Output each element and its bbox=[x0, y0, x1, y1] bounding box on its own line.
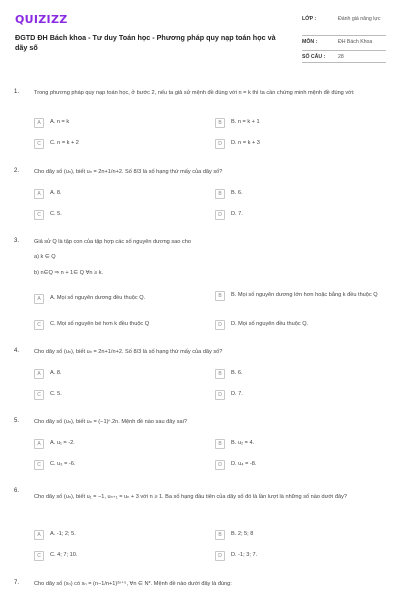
option-letter: C bbox=[34, 210, 44, 220]
option-a[interactable] bbox=[34, 294, 199, 304]
option-letter: B bbox=[215, 530, 225, 540]
option-label: C. Mọi số nguyên bé hơn k đều thuộc Q bbox=[50, 321, 150, 327]
option-label: C. n = k + 2 bbox=[50, 140, 79, 146]
option-letter: D bbox=[215, 551, 225, 561]
question-text: Giả sử Q là tập con của tập hợp các số nguyên dương sao cho bbox=[34, 239, 191, 245]
option-b[interactable] bbox=[215, 439, 254, 449]
option-label: B. Mọi số nguyên dương lớn hơn hoặc bằng k đều thuộc Q bbox=[231, 292, 378, 298]
option-label: A. 8. bbox=[50, 190, 62, 196]
option-letter: D bbox=[215, 139, 225, 149]
option-letter: A bbox=[34, 118, 44, 128]
quizizz-logo: QUIZIZZ bbox=[15, 13, 68, 26]
question-number: 6. bbox=[14, 488, 20, 494]
option-label: D. n = k + 3 bbox=[231, 140, 260, 146]
option-label: A. -1; 2; 5. bbox=[50, 531, 76, 537]
question-text: Cho dãy số (xₙ) có xₙ = (n−1/n+1)²ⁿ⁺⁵, ∀n ∈ N*. Mệnh đề nào dưới đây là đúng: bbox=[34, 581, 232, 587]
option-b[interactable] bbox=[215, 291, 380, 301]
option-d[interactable] bbox=[215, 460, 256, 470]
option-letter: B bbox=[215, 439, 225, 449]
meta-key: SỐ CÂU : bbox=[302, 54, 326, 60]
option-label: D. 7. bbox=[231, 211, 243, 217]
option-label: B. 2; 5; 8 bbox=[231, 531, 254, 537]
option-b[interactable] bbox=[215, 189, 243, 199]
meta-value: Đánh giá năng lực bbox=[338, 16, 381, 22]
option-label: B. 6. bbox=[231, 370, 243, 376]
option-d[interactable] bbox=[215, 551, 257, 561]
option-letter: C bbox=[34, 139, 44, 149]
question-text: Cho dãy số (uₙ), biết u₁ = −1, uₙ₊₁ = uₙ + 3 với n ≥ 1. Ba số hạng đầu tiên của dãy số đó là lần lượt là những số nào dưới đây? bbox=[34, 494, 348, 500]
meta-row-count bbox=[302, 51, 386, 63]
option-label: A. u₁ = -2. bbox=[50, 440, 75, 446]
option-letter: C bbox=[34, 320, 44, 330]
option-letter: C bbox=[34, 551, 44, 561]
option-label: D. 7. bbox=[231, 391, 243, 397]
question-text: Trong phương pháp quy nạp toán học, ở bước 2, nếu ta giả sử mệnh đề đúng với n = k thì ta cần chứng minh mệnh đề đúng với: bbox=[34, 90, 355, 96]
option-letter: D bbox=[215, 390, 225, 400]
option-label: C. 5. bbox=[50, 211, 62, 217]
question-text: Cho dãy số (uₙ), biết uₙ = 2n+1/n+2. Số 8/3 là số hạng thứ mấy của dãy số? bbox=[34, 169, 223, 175]
option-b[interactable] bbox=[215, 530, 253, 540]
option-c[interactable] bbox=[34, 320, 199, 330]
option-label: D. u₄ = -8. bbox=[231, 461, 257, 467]
option-c[interactable] bbox=[34, 460, 75, 470]
option-d[interactable] bbox=[215, 320, 380, 330]
option-a[interactable] bbox=[34, 118, 69, 128]
meta-table bbox=[302, 13, 386, 63]
option-c[interactable] bbox=[34, 139, 79, 149]
meta-value: 28 bbox=[338, 54, 344, 60]
question-number: 3. bbox=[14, 238, 20, 244]
option-label: B. 6. bbox=[231, 190, 243, 196]
meta-key: LỚP : bbox=[302, 16, 317, 22]
option-letter: A bbox=[34, 189, 44, 199]
worksheet-title: ĐGTD ĐH Bách khoa - Tư duy Toán học - Phương pháp quy nạp toán học và dãy số bbox=[15, 33, 276, 52]
question-text: Cho dãy số (uₙ), biết uₙ = (−1)ⁿ.2n. Mệnh đề nào sau đây sai? bbox=[34, 419, 187, 425]
option-label: C. u₃ = -6. bbox=[50, 461, 76, 467]
option-letter: A bbox=[34, 369, 44, 379]
meta-row-class bbox=[302, 13, 386, 36]
question-number: 2. bbox=[14, 168, 20, 174]
question-number: 1. bbox=[14, 89, 20, 95]
option-d[interactable] bbox=[215, 139, 260, 149]
question-text: Cho dãy số (uₙ), biết uₙ = 2n+1/n+2. Số 8/3 là số hạng thứ mấy của dãy số? bbox=[34, 349, 223, 355]
option-d[interactable] bbox=[215, 390, 243, 400]
option-letter: B bbox=[215, 291, 225, 301]
option-a[interactable] bbox=[34, 439, 75, 449]
option-letter: C bbox=[34, 390, 44, 400]
option-letter: C bbox=[34, 460, 44, 470]
meta-key: MÔN : bbox=[302, 39, 318, 45]
option-b[interactable] bbox=[215, 369, 243, 379]
option-label: C. 4; 7; 10. bbox=[50, 552, 78, 558]
option-label: B. u₂ = 4. bbox=[231, 440, 255, 446]
option-c[interactable] bbox=[34, 210, 62, 220]
option-letter: A bbox=[34, 294, 44, 304]
option-d[interactable] bbox=[215, 210, 243, 220]
option-label: A. 8. bbox=[50, 370, 62, 376]
option-letter: B bbox=[215, 189, 225, 199]
option-c[interactable] bbox=[34, 390, 62, 400]
question-number: 4. bbox=[14, 348, 20, 354]
option-letter: A bbox=[34, 530, 44, 540]
question-condition-a: a) k ∈ Q bbox=[34, 254, 56, 260]
option-letter: B bbox=[215, 369, 225, 379]
option-a[interactable] bbox=[34, 530, 76, 540]
option-label: D. -1; 3; 7. bbox=[231, 552, 258, 558]
option-letter: D bbox=[215, 320, 225, 330]
question-condition-b: b) n∈Q ⇒ n + 1∈ Q ∀n ≥ k. bbox=[34, 270, 104, 276]
option-label: D. Mọi số nguyên đều thuộc Q. bbox=[231, 321, 309, 327]
option-letter: A bbox=[34, 439, 44, 449]
question-number: 7. bbox=[14, 580, 20, 586]
option-b[interactable] bbox=[215, 118, 260, 128]
option-letter: D bbox=[215, 210, 225, 220]
option-a[interactable] bbox=[34, 369, 62, 379]
option-label: B. n = k + 1 bbox=[231, 119, 260, 125]
meta-row-subject bbox=[302, 36, 386, 51]
option-letter: B bbox=[215, 118, 225, 128]
question-number: 5. bbox=[14, 418, 20, 424]
option-label: C. 5. bbox=[50, 391, 62, 397]
option-label: A. n = k bbox=[50, 119, 70, 125]
option-label: A. Mọi số nguyên dương đều thuộc Q. bbox=[50, 295, 146, 301]
option-letter: D bbox=[215, 460, 225, 470]
option-a[interactable] bbox=[34, 189, 62, 199]
option-c[interactable] bbox=[34, 551, 77, 561]
meta-value: ĐH Bách Khoa bbox=[338, 39, 373, 45]
